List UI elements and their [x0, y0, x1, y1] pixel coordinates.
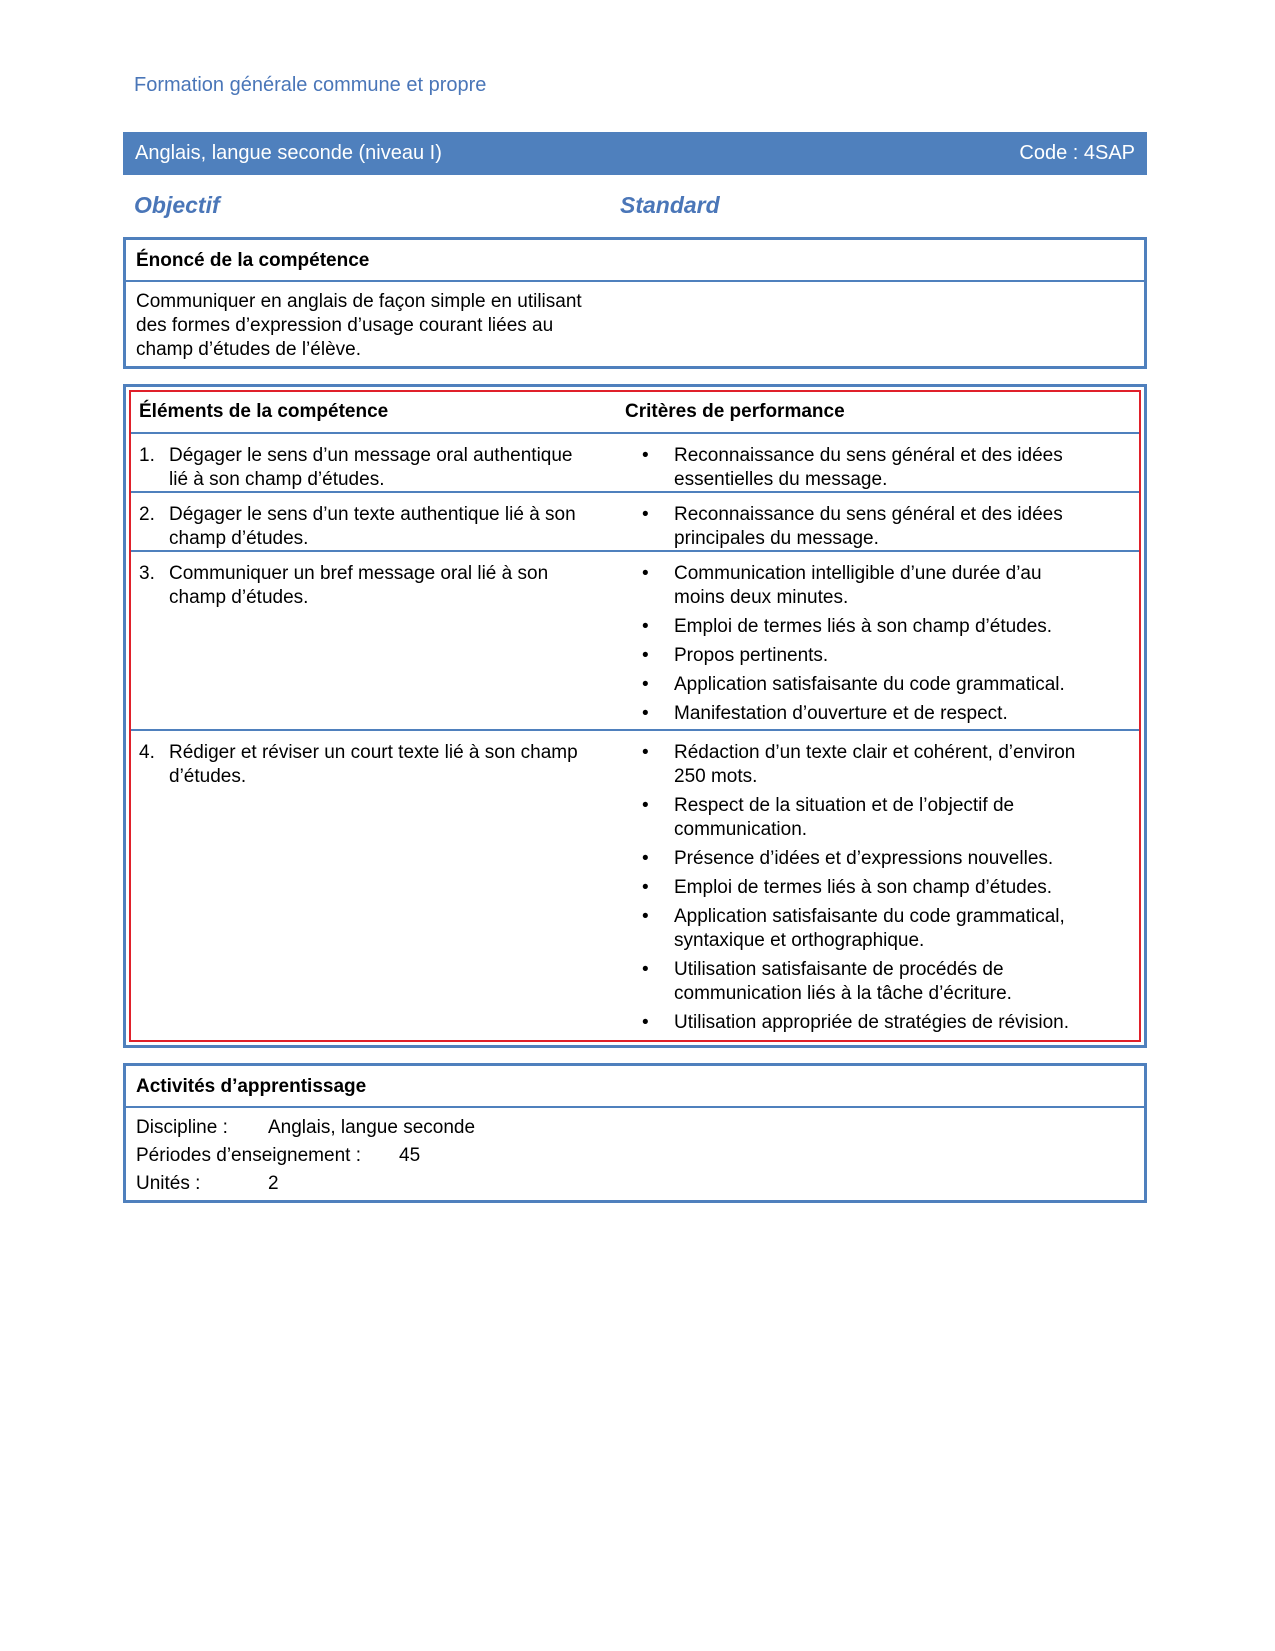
bullet-icon: • — [642, 742, 649, 763]
criterion-line: syntaxique et orthographique. — [674, 930, 925, 951]
element-line: Rédiger et réviser un court texte lié à son champ — [169, 742, 578, 763]
unites-label: Unités : — [136, 1173, 201, 1194]
bullet-icon: • — [642, 645, 649, 666]
criteria-list — [636, 562, 1106, 731]
criterion-line: Respect de la situation et de l’objectif de — [674, 795, 1015, 816]
element-text — [139, 562, 609, 610]
criterion-item — [636, 905, 1106, 953]
criterion-line: Propos pertinents. — [674, 645, 829, 666]
bullet-icon: • — [642, 959, 649, 980]
bullet-icon: • — [642, 563, 649, 584]
element-text — [139, 741, 609, 789]
criterion-item — [636, 741, 1106, 789]
element-number: 4. — [139, 742, 155, 763]
elements-box — [123, 384, 1147, 1048]
activites-box — [123, 1063, 1147, 1203]
element-line: champ d’études. — [169, 528, 309, 549]
enonce-line: des formes d’expression d’usage courant liées au — [136, 315, 554, 336]
criterion-item — [636, 876, 1106, 900]
criteria-list — [636, 444, 1106, 497]
criterion-item — [636, 958, 1106, 1006]
criterion-line: Manifestation d’ouverture et de respect. — [674, 703, 1008, 724]
table-row — [131, 731, 1139, 1041]
criterion-line: Utilisation satisfaisante de procédés de — [674, 959, 1004, 980]
bullet-icon: • — [642, 848, 649, 869]
table-row — [131, 552, 1139, 731]
elements-header — [131, 392, 1139, 434]
bullet-icon: • — [642, 674, 649, 695]
element-line: Communiquer un bref message oral lié à son — [169, 563, 549, 584]
criterion-line: Application satisfaisante du code grammatical, — [674, 906, 1065, 927]
criterion-line: Utilisation appropriée de stratégies de révision. — [674, 1012, 1069, 1033]
criterion-line: Rédaction d’un texte clair et cohérent, d’environ — [674, 742, 1076, 763]
criterion-line: Emploi de termes liés à son champ d’études. — [674, 616, 1053, 637]
criterion-line: Communication intelligible d’une durée d’au — [674, 563, 1042, 584]
criterion-line: essentielles du message. — [674, 469, 888, 490]
criterion-item — [636, 1011, 1106, 1035]
criterion-line: Reconnaissance du sens général et des idées — [674, 445, 1063, 466]
criterion-line: communication liés à la tâche d’écriture. — [674, 983, 1012, 1004]
unites-value: 2 — [268, 1173, 279, 1194]
enonce-line: Communiquer en anglais de façon simple en utilisant — [136, 291, 582, 312]
elements-table — [129, 390, 1141, 1042]
element-number: 1. — [139, 445, 155, 466]
criterion-item — [636, 562, 1106, 610]
element-line: lié à son champ d’études. — [169, 469, 385, 490]
element-line: Dégager le sens d’un texte authentique lié à son — [169, 504, 576, 525]
objectif-standard-row — [134, 192, 1144, 222]
element-line: Dégager le sens d’un message oral authentique — [169, 445, 573, 466]
criterion-item — [636, 444, 1106, 492]
standard-label: Standard — [620, 192, 720, 218]
criterion-line: Application satisfaisante du code grammatical. — [674, 674, 1065, 695]
element-text — [139, 503, 609, 551]
bullet-icon: • — [642, 877, 649, 898]
criterion-item — [636, 673, 1106, 697]
bullet-icon: • — [642, 504, 649, 525]
table-row — [131, 493, 1139, 552]
element-line: d’études. — [169, 766, 247, 787]
discipline-value: Anglais, langue seconde — [268, 1117, 476, 1138]
periodes-line — [136, 1142, 1134, 1170]
periodes-value: 45 — [399, 1145, 421, 1166]
criterion-line: principales du message. — [674, 528, 879, 549]
enonce-line: champ d’études de l’élève. — [136, 339, 361, 360]
discipline-label: Discipline : — [136, 1117, 228, 1138]
criterion-line: communication. — [674, 819, 808, 840]
criterion-item — [636, 847, 1106, 871]
criterion-line: Reconnaissance du sens général et des idées — [674, 504, 1063, 525]
element-number: 3. — [139, 563, 155, 584]
activites-details — [126, 1108, 1144, 1204]
criterion-item — [636, 503, 1106, 551]
enonce-heading: Énoncé de la compétence — [126, 240, 1144, 282]
element-number: 2. — [139, 504, 155, 525]
bullet-icon: • — [642, 703, 649, 724]
criterion-line: Présence d’idées et d’expressions nouvelles. — [674, 848, 1054, 869]
course-title-bar — [123, 132, 1147, 175]
criteria-heading: Critères de performance — [625, 401, 845, 422]
enonce-box — [123, 237, 1147, 369]
element-text — [139, 444, 609, 492]
unites-line — [136, 1170, 1134, 1198]
bullet-icon: • — [642, 1012, 649, 1033]
bullet-icon: • — [642, 445, 649, 466]
elements-heading: Éléments de la compétence — [139, 401, 389, 422]
objectif-label: Objectif — [134, 192, 220, 218]
criterion-line: moins deux minutes. — [674, 587, 849, 608]
element-line: champ d’études. — [169, 587, 309, 608]
course-title: Anglais, langue seconde (niveau I) — [135, 142, 442, 164]
criterion-item — [636, 644, 1106, 668]
criterion-item — [636, 794, 1106, 842]
enonce-text — [126, 282, 636, 370]
top-heading: Formation générale commune et propre — [134, 74, 487, 96]
table-row — [131, 434, 1139, 493]
criteria-list — [636, 741, 1106, 1040]
criterion-line: Emploi de termes liés à son champ d’études. — [674, 877, 1053, 898]
bullet-icon: • — [642, 616, 649, 637]
criterion-item — [636, 702, 1106, 726]
activites-heading: Activités d’apprentissage — [126, 1066, 1144, 1108]
bullet-icon: • — [642, 906, 649, 927]
discipline-line — [136, 1114, 1134, 1142]
course-code: Code : 4SAP — [1019, 142, 1135, 164]
bullet-icon: • — [642, 795, 649, 816]
criteria-list — [636, 503, 1106, 556]
periodes-label: Périodes d’enseignement : — [136, 1145, 361, 1166]
criterion-item — [636, 615, 1106, 639]
criterion-line: 250 mots. — [674, 766, 758, 787]
